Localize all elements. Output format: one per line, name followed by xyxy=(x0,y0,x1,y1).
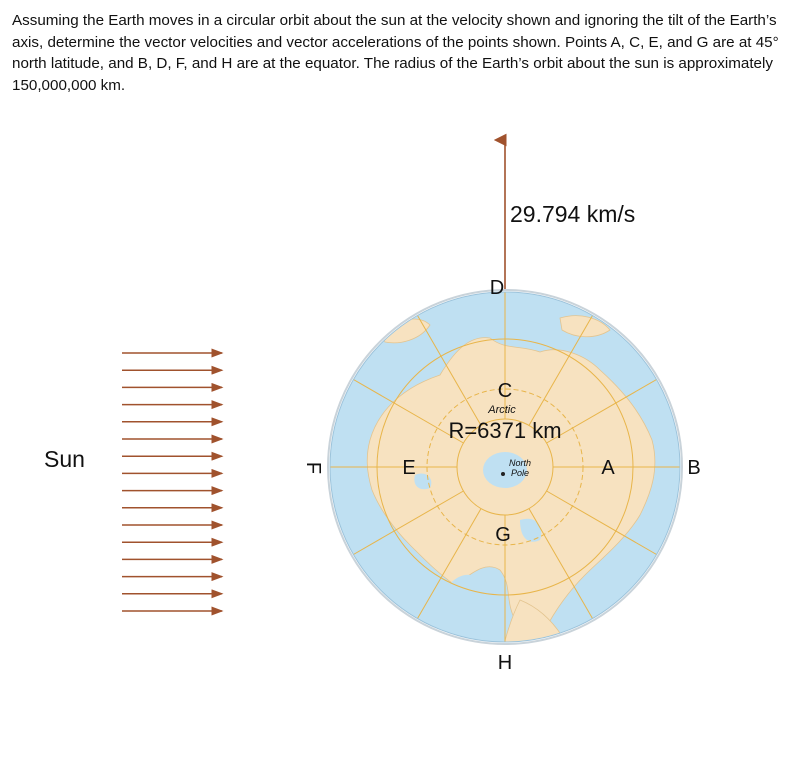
north-pole-label-2: Pole xyxy=(510,468,530,478)
arctic-label: Arctic xyxy=(488,404,516,416)
point-f-label: F xyxy=(302,461,324,475)
sun-rays xyxy=(122,353,222,611)
earth-globe xyxy=(300,290,682,660)
point-d-label: D xyxy=(489,277,505,299)
north-pole-label-1: North xyxy=(508,458,532,468)
point-e-label: E xyxy=(402,457,416,479)
point-b-label: B xyxy=(687,457,701,479)
radius-label: R=6371 km xyxy=(448,418,562,443)
north-pole-dot xyxy=(501,472,505,476)
sun-label: Sun xyxy=(44,446,85,472)
point-g-label: G xyxy=(495,524,511,546)
problem-statement: Assuming the Earth moves in a circular orbit about the sun at the velocity shown and ignoring the tilt of the Earth’s axis, determine the vector velocities and vector accelerations of the points shown. Points A, C, E, and G are at 45° north latitude, and B, D, F, and H are at the equator. The radius of the Earth’s orbit about the sun is approximately 150,000,000 km. xyxy=(12,12,779,94)
point-c-label: C xyxy=(497,380,513,402)
point-h-label: H xyxy=(497,652,513,674)
point-a-label: A xyxy=(601,457,615,479)
velocity-label: 29.794 km/s xyxy=(510,201,636,227)
